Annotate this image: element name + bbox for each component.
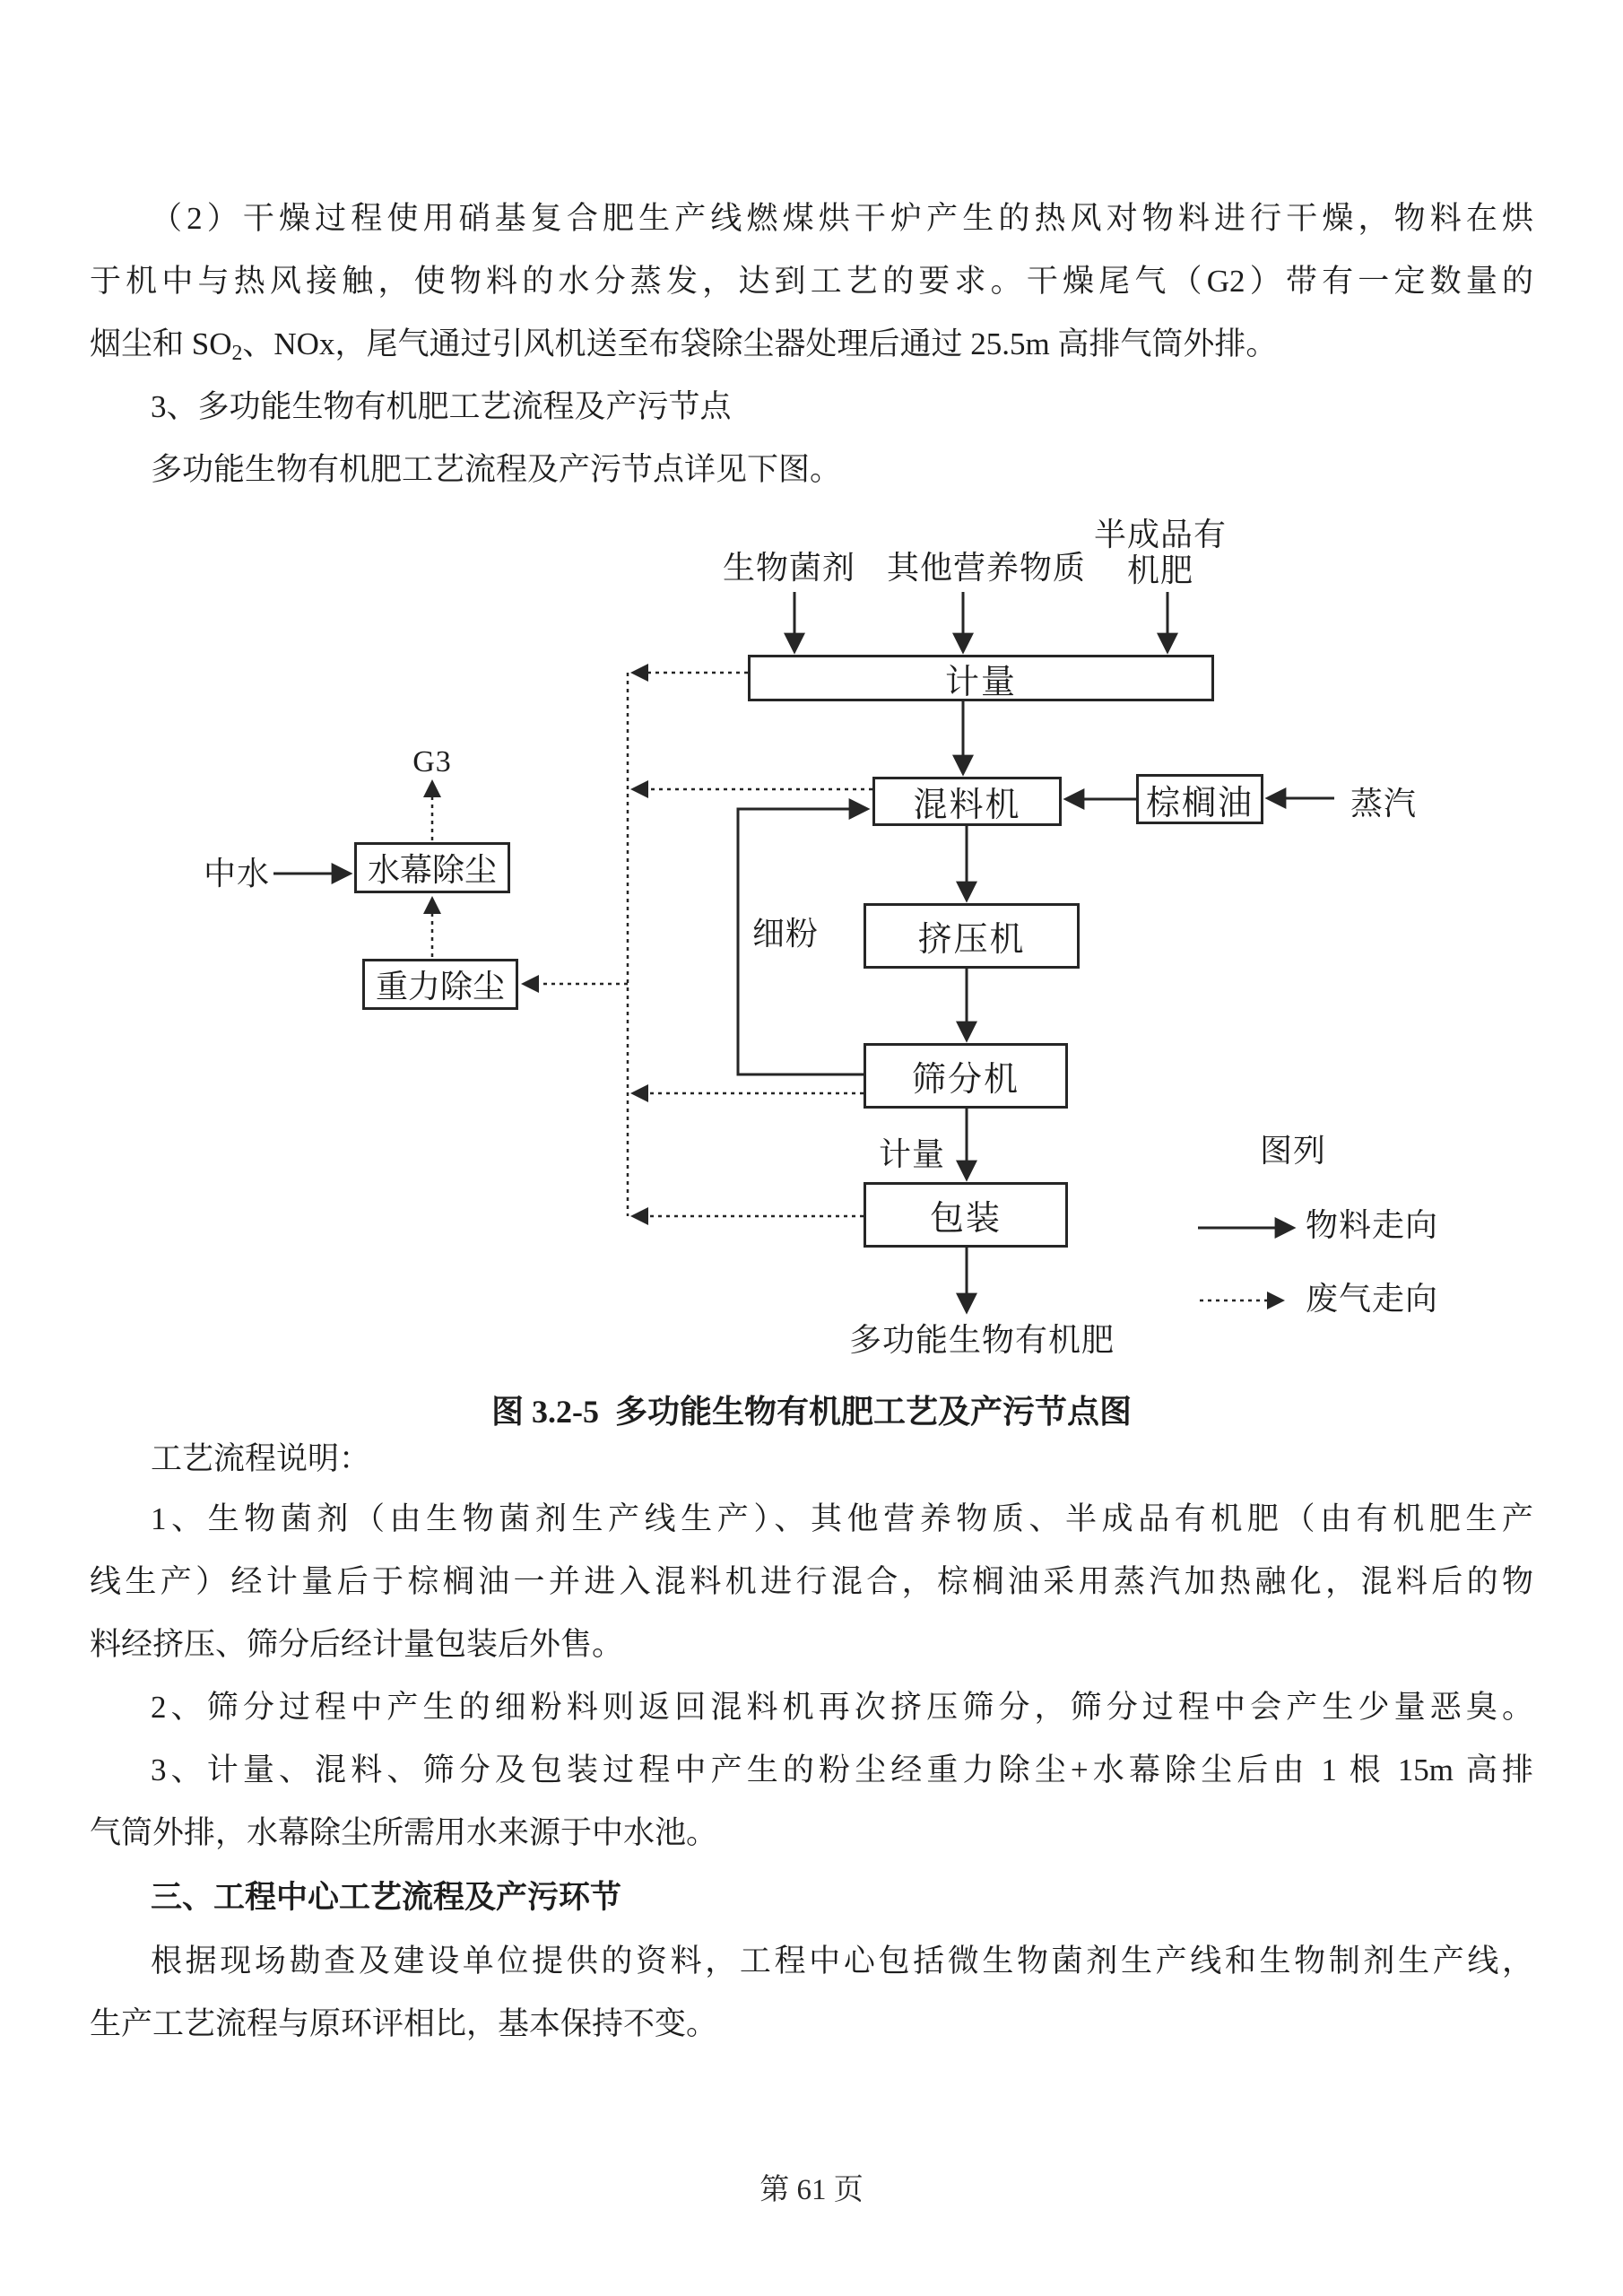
label-metering-small: 计量 [878,1136,945,1172]
paragraph-1-line-3 [90,323,1533,366]
p1l3-prefix: 烟尘和 SO [90,326,232,361]
input-label-biological-agent: 生物菌剂 [722,550,855,586]
flow-box-screening-machine: 筛分机 [864,1043,1068,1109]
explanation-1-line-1: 1、生物菌剂（由生物菌剂生产线生产）、其他营养物质、半成品有机肥（由有机肥生产 [151,1501,1533,1536]
p1l3-rest: 、NOx，尾气通过引风机送至布袋除尘器处理后通过 25.5m 高排气筒外排。 [242,326,1278,361]
explanation-3-line-1: 3、计量、混料、筛分及包装过程中产生的粉尘经重力除尘+水幕除尘后由 1 根 15m 高排 [151,1752,1533,1787]
label-steam: 蒸汽 [1350,786,1417,822]
legend-title: 图列 [1259,1133,1326,1169]
explanation-1-line-2: 线生产）经计量后于棕榈油一并进入混料机进行混合，棕榈油采用蒸汽加热融化，混料后的物 [90,1564,1533,1599]
figure-caption: 图 3.2-5 多功能生物有机肥工艺及产污节点图 [491,1394,1132,1430]
legend-label-material-flow: 物料走向 [1306,1207,1439,1243]
paragraph-1-line-1: （2）干燥过程使用硝基复合肥生产线燃煤烘干炉产生的热风对物料进行干燥，物料在烘 [151,201,1533,236]
so2-subscript: 2 [231,341,243,365]
semifinished-line-1: 半成品有 [1093,517,1227,552]
flow-box-palm-oil: 棕榈油 [1136,774,1263,824]
explanation-1-line-3: 料经挤压、筛分后经计量包装后外售。 [90,1627,624,1662]
process-flow-diagram [0,517,1623,1399]
explanation-title: 工艺流程说明： [151,1441,371,1476]
flow-box-extruder: 挤压机 [864,903,1080,969]
input-label-semifinished-fertilizer [1090,517,1230,588]
flow-box-gravity-dedusting: 重力除尘 [362,959,518,1010]
label-g3-outlet: G3 [412,745,452,778]
flow-box-metering: 计量 [748,655,1214,701]
semifinished-line-2: 机肥 [1126,552,1193,588]
flow-connector-lines [0,520,1623,1399]
label-reclaimed-water: 中水 [203,856,270,891]
page-number: 第 61 页 [759,2174,864,2206]
label-final-product: 多功能生物有机肥 [848,1322,1115,1358]
paragraph-1-line-2: 于机中与热风接触，使物料的水分蒸发，达到工艺的要求。干燥尾气（G2）带有一定数量的 [90,264,1533,299]
legend-label-waste-gas-flow: 废气走向 [1306,1281,1439,1317]
explanation-3-line-2: 气筒外排，水幕除尘所需用水来源于中水池。 [90,1815,718,1850]
paragraph-3-line-1: 根据现场勘查及建设单位提供的资料，工程中心包括微生物菌剂生产线和生物制剂生产线， [151,1944,1533,1979]
explanation-2: 2、筛分过程中产生的细粉料则返回混料机再次挤压筛分，筛分过程中会产生少量恶臭。 [151,1690,1533,1725]
flow-box-packing: 包装 [864,1182,1068,1248]
flow-box-mixer: 混料机 [872,777,1062,826]
heading-section-3: 三、工程中心工艺流程及产污环节 [151,1880,622,1915]
label-fine-powder: 细粉 [751,916,819,952]
paragraph-3-line-2: 生产工艺流程与原环评相比，基本保持不变。 [90,2006,718,2041]
paragraph-2: 多功能生物有机肥工艺流程及产污节点详见下图。 [151,452,842,487]
input-label-other-nutrients: 其他营养物质 [886,550,1086,586]
heading-item-3: 3、多功能生物有机肥工艺流程及产污节点 [151,389,732,424]
flow-box-water-curtain-dedusting: 水幕除尘 [354,842,510,893]
